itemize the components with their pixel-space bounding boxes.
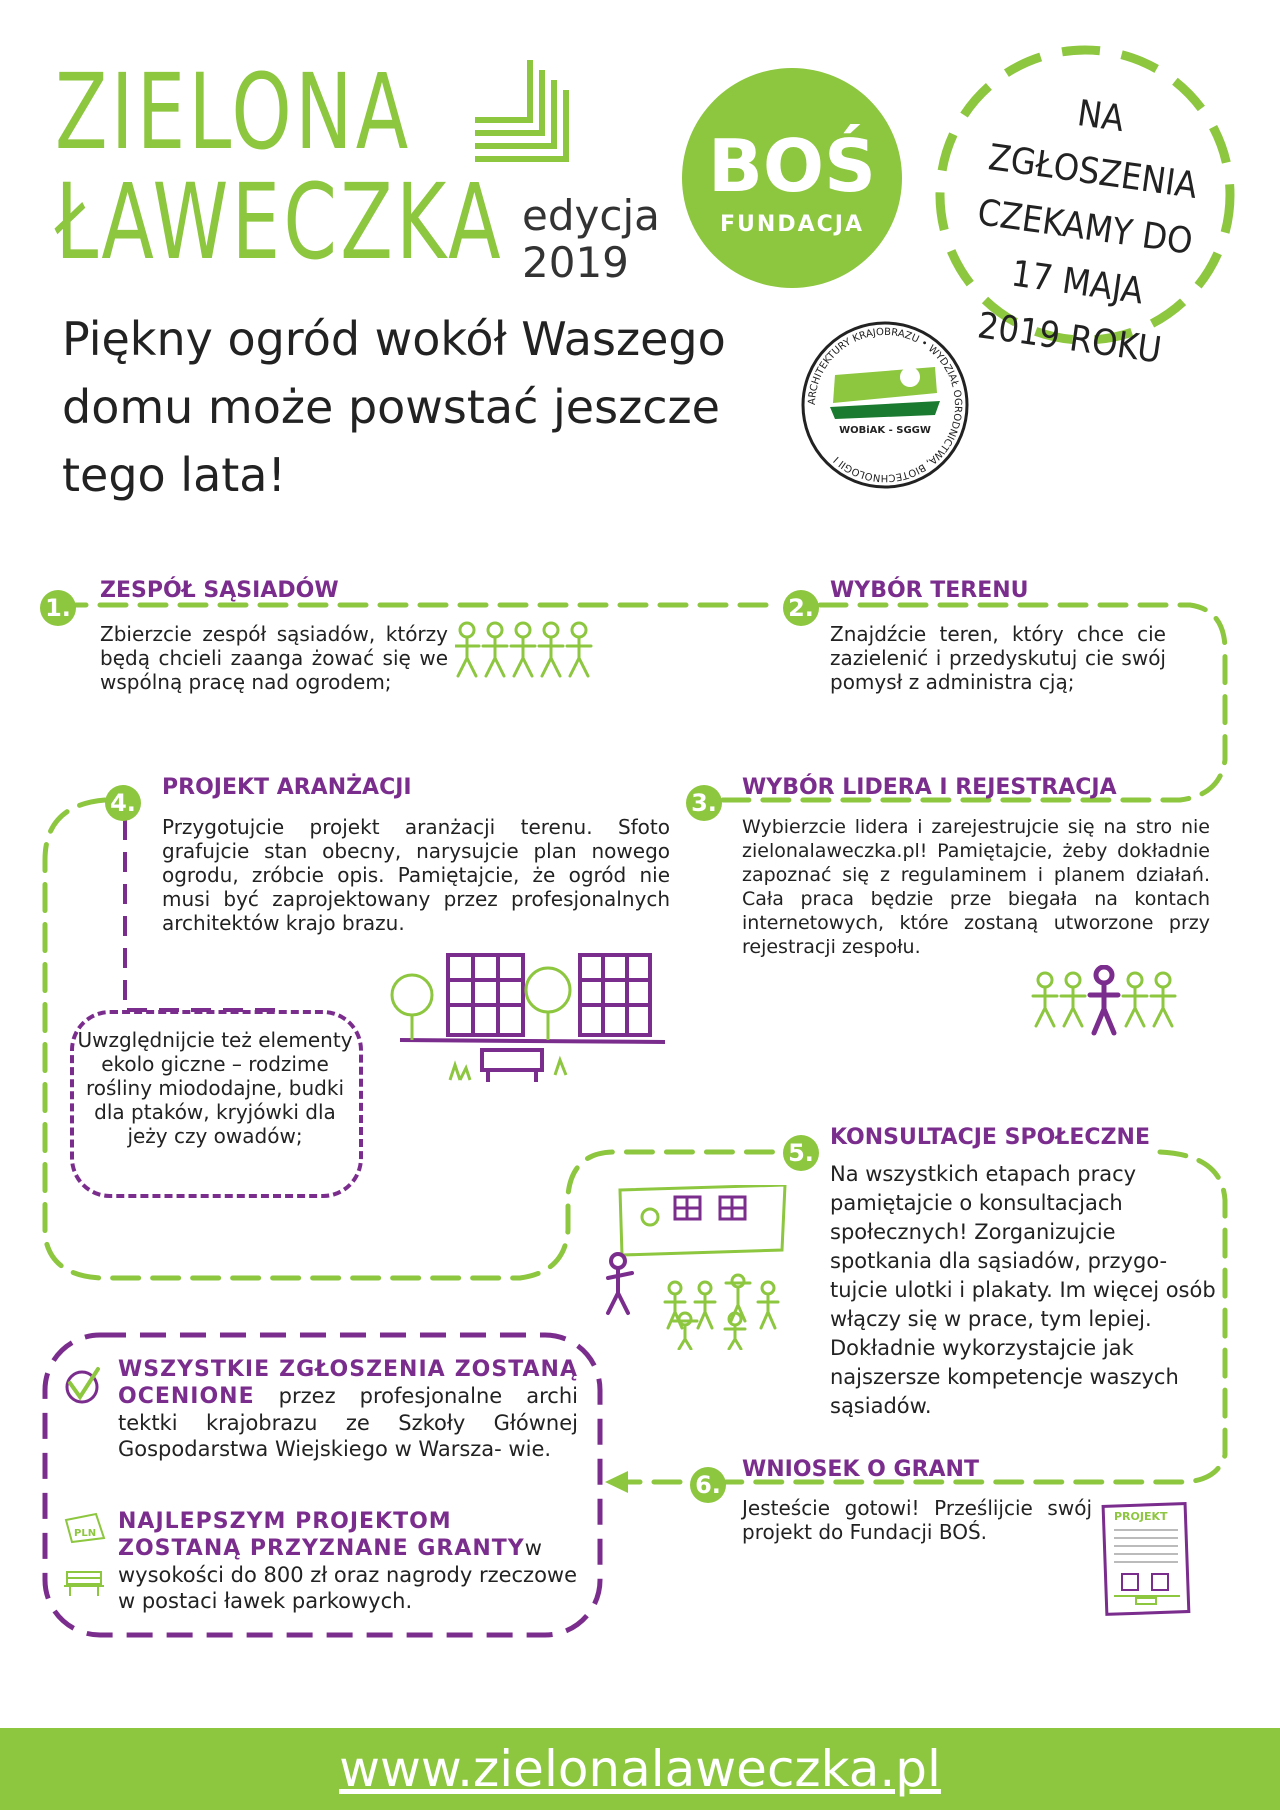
bench-icon	[62, 1568, 108, 1598]
grants-title: NAJLEPSZYM PROJEKTOM ZOSTANĄ PRZYZNANE GRANTY	[118, 1509, 525, 1561]
deadline-line-1: NA ZGŁOSZENIA	[985, 93, 1200, 207]
deadline-line-2: CZEKAMY DO	[975, 192, 1196, 263]
neighbors-group-icon	[455, 620, 595, 680]
title-zielona: ZIELONA	[55, 51, 412, 173]
grants-text: w wysokości do 800 zł oraz nagrody rzeczowe w postaci ławek parkowych.	[118, 1536, 578, 1613]
garden-plan-illustration	[380, 950, 670, 1085]
project-document-icon	[1100, 1500, 1195, 1620]
step-5-number: 5.	[783, 1135, 819, 1171]
wobiak-ring-text: ARCHITEKTURY KRAJOBRAZU • WYDZIAŁ OGRODNICTWA, BIOTECHNOLOGII I	[806, 326, 964, 484]
grants-paragraph	[118, 1508, 578, 1614]
step-1-title: ZESPÓŁ SĄSIADÓW	[100, 578, 339, 603]
pln-banknote-icon	[62, 1510, 108, 1546]
step-1-text: Zbierzcie zespół sąsiadów, którzy będą chcieli zaanga żować się we wspólną pracę nad ogrodem;	[100, 622, 448, 694]
wobiak-label: WOBiAK - SGGW	[839, 425, 931, 436]
wobiak-sggw-seal	[785, 315, 985, 495]
step-6-title: WNIOSEK O GRANT	[742, 1457, 979, 1482]
step-3-text: Wybierzcie lidera i zarejestrujcie się na stro nie zielonalaweczka.pl! Pamiętajcie, żeby dokładnie zapoznać się z regulaminem i planem działań. Cała praca będzie prze biegała na kontach internetowych, które zostaną utworzone przy rejestracji zespołu.	[742, 816, 1210, 958]
step-6-number: 6.	[690, 1467, 726, 1503]
edition-label: edycja	[522, 191, 660, 240]
step-5-title: KONSULTACJE SPOŁECZNE	[830, 1125, 1150, 1150]
title-laweczka: ŁAWECZKA	[55, 161, 504, 283]
project-doc-label: PROJEKT	[1114, 1510, 1168, 1523]
bos-fundacja-logo	[682, 68, 902, 288]
evaluation-title: WSZYSTKIE ZGŁOSZENIA ZOSTANĄ OCENIONE	[118, 1357, 578, 1409]
step-4-text: Przygotujcie projekt aranżacji terenu. Sfoto grafujcie stan obecny, narysujcie plan nowego ogrodu, zróbcie opis. Pamiętajcie, że ogród nie musi być zaprojektowany przez profesjonalnych architektów krajo brazu.	[162, 815, 670, 935]
bos-logo-text: BOŚ	[708, 124, 876, 208]
checkmark-icon	[62, 1365, 102, 1405]
deadline-line-3: 17 MAJA	[1008, 253, 1146, 313]
evaluation-text: przez profesjonalne archi tektki krajobrazu ze Szkoły Głównej Gospodarstwa Wiejskiego w Warsza- wie.	[118, 1384, 578, 1461]
step-5-text: Na wszystkich etapach pracy pamiętajcie o konsultacjach społecznych! Zorganizujcie spotkania dla sąsiadów, przygo- tujcie ulotki i plakaty. Im więcej osób włączy się w prace, tym lepiej. Dokładnie wykorzystajcie jak najszersze kompetencje waszych sąsiadów.	[830, 1162, 1216, 1418]
deadline-line-4: 2019 ROKU	[975, 305, 1164, 372]
step-4-title: PROJEKT ARANŻACJI	[162, 775, 412, 800]
fundacja-logo-text: FUNDACJA	[720, 212, 864, 237]
step-3-number: 3.	[686, 785, 722, 821]
eco-note-text: Uwzględnijcie też elementy ekolo giczne – rodzime rośliny miododajne, budki dla ptaków, kryjówki dla jeży czy owadów;	[77, 1028, 353, 1148]
step-2-title: WYBÓR TERENU	[830, 578, 1029, 603]
evaluation-paragraph	[118, 1356, 578, 1462]
step-2-text: Znajdźcie teren, który chce cie zazielenić i przedyskutuj cie swój pomysł z administra cją;	[830, 622, 1166, 694]
website-link[interactable]: www.zielonalaweczka.pl	[339, 1740, 941, 1798]
step-4-number: 4.	[105, 785, 141, 821]
step-1-number: 1.	[40, 590, 76, 626]
zielona-laweczka-logo-mark	[470, 55, 570, 165]
consultation-illustration	[600, 1185, 790, 1350]
headline: Piękny ogród wokół Waszego domu może powstać jeszcze tego lata!	[62, 312, 726, 502]
pln-badge-text: PLN	[74, 1528, 97, 1539]
step-2-number: 2.	[783, 590, 819, 626]
step-3-title: WYBÓR LIDERA I REJESTRACJA	[742, 775, 1117, 800]
edition-year: 2019	[522, 238, 629, 287]
step-6-text: Jesteście gotowi! Prześlijcie swój projekt do Fundacji BOŚ.	[742, 1496, 1092, 1544]
leader-group-icon	[1030, 965, 1180, 1040]
footer-bar	[0, 1728, 1280, 1810]
